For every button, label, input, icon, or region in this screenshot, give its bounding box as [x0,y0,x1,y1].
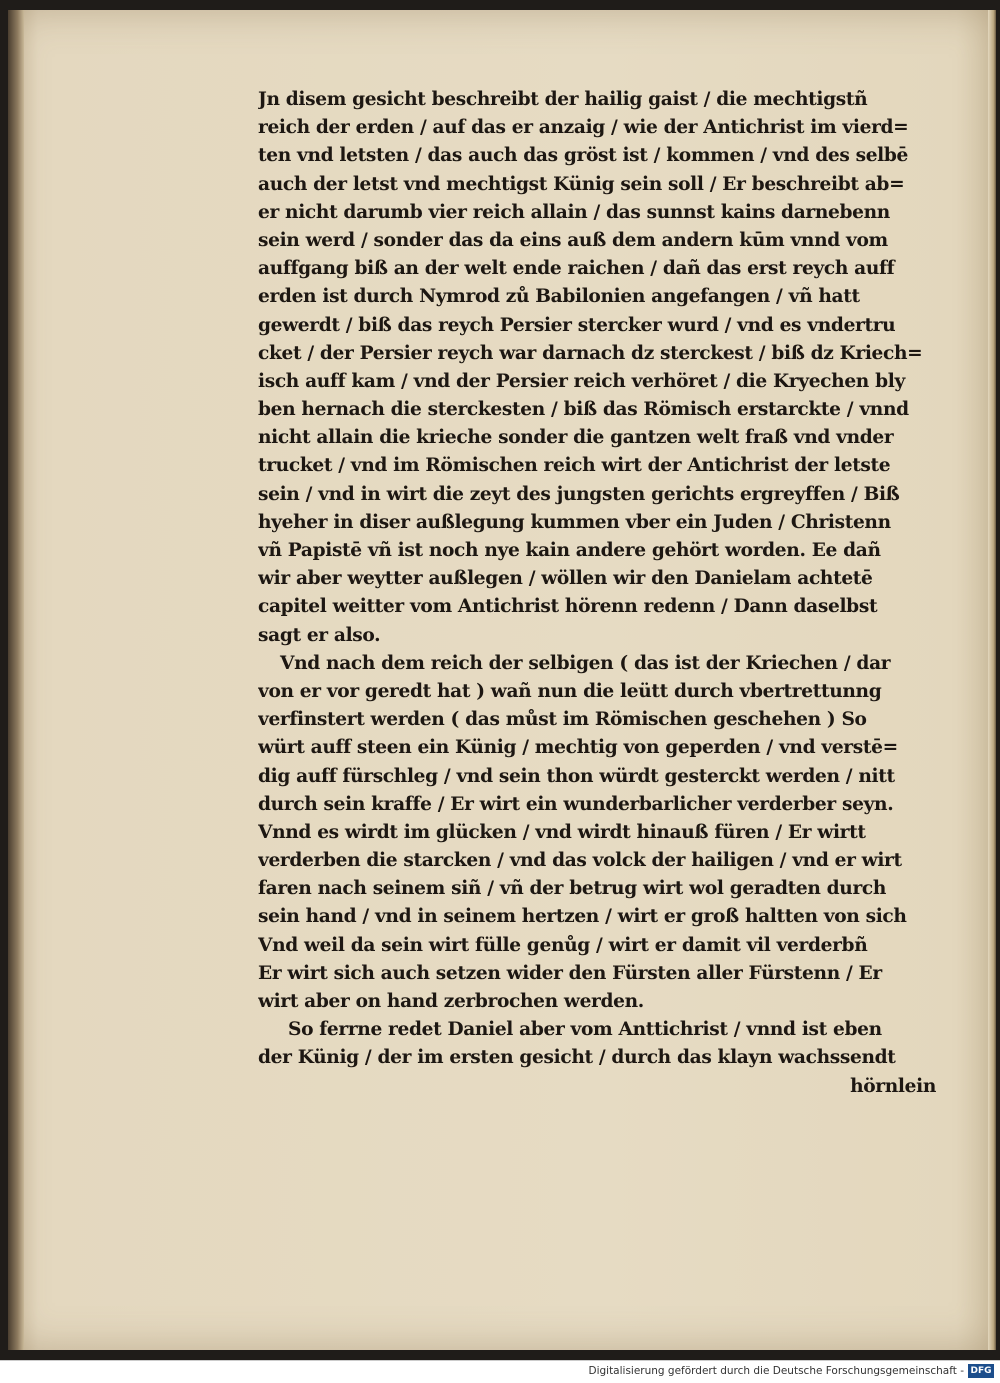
text-line: cket / der Persier reych war darnach dz sterckest / biß dz Kriech= [258,342,923,364]
text-line: trucket / vnd im Römischen reich wirt der Antichrist der letste [258,455,891,477]
book-gutter [8,10,24,1350]
text-line: von er vor geredt hat ) wañ nun die leütt durch vbertrettunng [258,680,882,702]
text-line: Jn disem gesicht beschreibt der hailig gaist / die mechtigstñ [258,89,868,110]
text-line: sagt er also. [258,624,381,646]
text-line: isch auff kam / vnd der Persier reich verhöret / die Kryechen bly [258,370,905,392]
page-edge [988,10,996,1350]
text-line: Vnd nach dem reich der selbigen ( das ist der Kriechen / dar [280,652,891,674]
text-line: faren nach seinem siñ / vñ der betrug wirt wol geradten durch [258,878,887,900]
text-line: gewerdt / biß das reych Persier stercker wurd / vnd es vndertru [258,314,896,336]
text-line: hyeher in diser außlegung kummen vber ein Juden / Christenn [258,511,891,533]
text-line: Vnnd es wirdt im glücken / vnd wirdt hinauß füren / Er wirtt [258,821,866,843]
text-line: würt auff steen ein Künig / mechtig von geperden / vnd verstē= [258,737,898,759]
funding-notice: Digitalisierung gefördert durch die Deutsche Forschungsgemeinschaft - [588,1365,964,1377]
text-line: er nicht darumb vier reich allain / das sunnst kains darnebenn [258,201,890,223]
text-line: wirt aber on hand zerbrochen werden. [258,991,644,1012]
catchword: hörnlein [850,1075,936,1097]
text-line: Vnd weil da sein wirt fülle genůg / wirt er damit vil verderbñ [258,934,868,956]
text-line: nicht allain die krieche sonder die gantzen welt fraß vnd vnder [258,427,894,449]
footer-bar [0,1360,1000,1383]
text-line: auffgang biß an der welt ende raichen / dañ das erst reych auff [258,258,895,280]
text-line: capitel weitter vom Antichrist hörenn redenn / Dann daselbst [258,596,878,618]
text-line: dig auff fürschleg / vnd sein thon würdt gesterckt werden / nitt [258,765,895,787]
page-text [258,86,948,1101]
text-line: reich der erden / auf das er anzaig / wie der Antichrist im vierd= [258,117,909,139]
text-line: der Künig / der im ersten gesicht / durch das klayn wachssendt [258,1047,896,1069]
text-line: verderben die starcken / vnd das volck der hailigen / vnd er wirt [258,850,902,872]
text-line: auch der letst vnd mechtigst Künig sein soll / Er beschreibt ab= [258,173,905,195]
text-line: durch sein kraffe / Er wirt ein wunderbarlicher verderber seyn. [258,793,894,815]
dfg-logo: DFG [968,1364,994,1378]
text-line: verfinstert werden ( das můst im Römischen geschehen ) So [258,709,867,731]
text-line: sein werd / sonder das da eins auß dem andern kūm vnnd vom [258,229,888,251]
text-line: ten vnd letsten / das auch das gröst ist / kommen / vnd des selbē [258,145,909,167]
text-line: wir aber weytter außlegen / wöllen wir den Danielam achtetē [258,568,873,590]
text-line: ben hernach die sterckesten / biß das Römisch erstarckte / vnnd [258,399,909,421]
text-line: Er wirt sich auch setzen wider den Fürsten aller Fürstenn / Er [258,962,882,984]
text-line: erden ist durch Nymrod zů Babilonien angefangen / vñ hatt [258,286,860,308]
text-line: vñ Papistē vñ ist noch nye kain andere gehört worden. Ee dañ [258,540,881,561]
text-line: So ferrne redet Daniel aber vom Anttichrist / vnnd ist eben [288,1019,882,1041]
text-line: sein hand / vnd in seinem hertzen / wirt er groß haltten von sich [258,906,907,928]
text-line: sein / vnd in wirt die zeyt des jungsten gerichts ergreyffen / Biß [258,483,900,505]
